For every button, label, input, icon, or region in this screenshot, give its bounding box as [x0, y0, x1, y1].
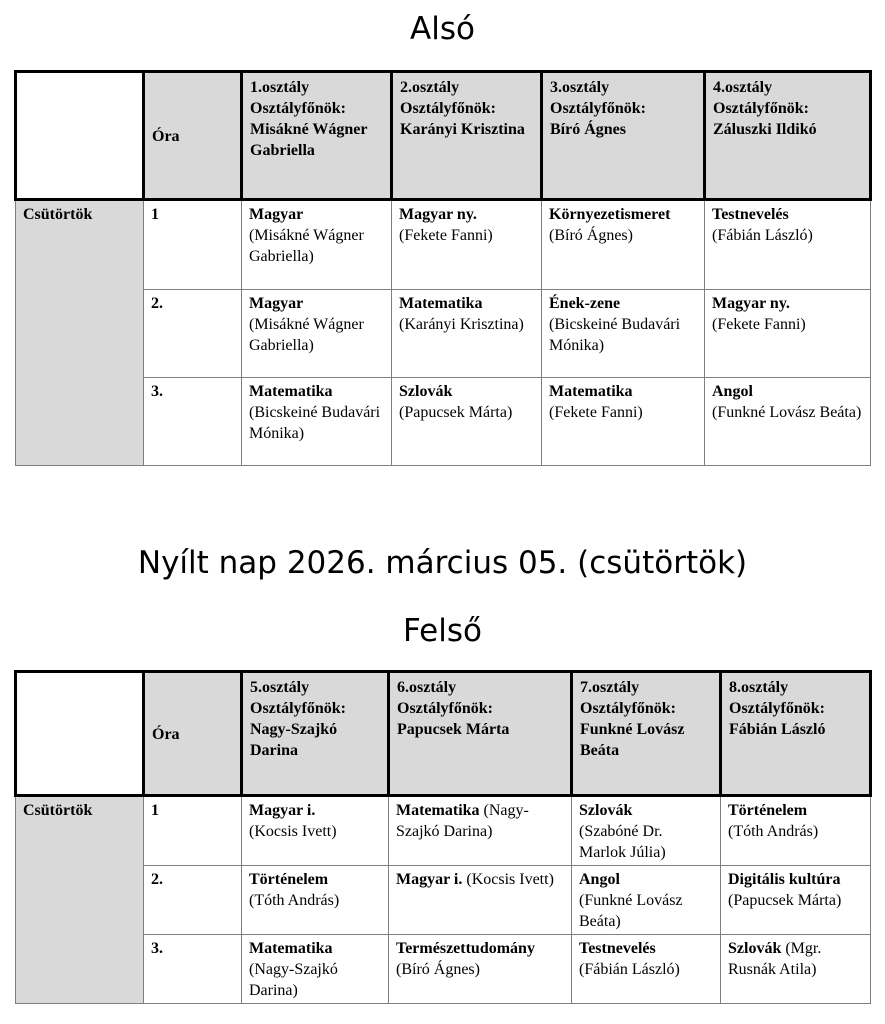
section-title-felso: Felső [403, 613, 482, 649]
class-teacher-label: Osztályfőnök: [729, 700, 825, 717]
class-name: 2.osztály [400, 79, 460, 96]
lesson-cell [242, 935, 389, 1004]
class-header-4 [705, 72, 871, 200]
lesson-cell [242, 866, 389, 935]
ora-number: 1 [144, 796, 242, 866]
lesson-cell [542, 290, 705, 378]
class-teacher-label: Osztályfőnök: [400, 100, 496, 117]
subject: Magyar [249, 295, 304, 312]
lesson-teacher: (Fábián László) [579, 961, 680, 978]
class-name: 5.osztály [250, 679, 310, 696]
class-header-7 [572, 672, 721, 796]
class-teacher: Funkné Lovász Beáta [580, 721, 685, 759]
lesson-teacher: (Bicskeiné Budavári Mónika) [249, 404, 381, 442]
lesson-teacher: (Bíró Ágnes) [549, 227, 633, 244]
lesson-cell [389, 866, 572, 935]
subject: Magyar [249, 206, 304, 223]
class-teacher-label: Osztályfőnök: [397, 700, 493, 717]
subject: Magyar i. [396, 871, 463, 888]
timetable-felso [14, 670, 872, 1004]
day-cell: Csütörtök [16, 796, 144, 1004]
class-header-1 [242, 72, 392, 200]
subject: Angol [712, 383, 753, 400]
lesson-teacher: (Tóth András) [249, 892, 340, 909]
corner-cell [16, 72, 144, 200]
class-name: 4.osztály [713, 79, 773, 96]
header-row [16, 672, 871, 796]
lesson-teacher: (Papucsek Márta) [728, 892, 842, 909]
class-teacher: Misákné Wágner Gabriella [250, 121, 368, 159]
lesson-cell [572, 796, 721, 866]
subject: Matematika [249, 940, 333, 957]
open-day-title: Nyílt nap 2026. március 05. (csütörtök) [137, 545, 748, 581]
lesson-cell [705, 290, 871, 378]
lesson-teacher: (Nagy-Szajkó Darina) [396, 802, 529, 840]
lesson-cell [572, 866, 721, 935]
lesson-teacher: (Papucsek Márta) [399, 404, 513, 421]
lesson-teacher: (Funkné Lovász Beáta) [712, 404, 862, 421]
table-row [16, 866, 871, 935]
class-teacher: Bíró Ágnes [550, 121, 626, 138]
class-teacher: Nagy-Szajkó Darina [250, 721, 338, 759]
lesson-cell [721, 796, 871, 866]
subject: Digitális kultúra [728, 871, 841, 888]
class-teacher-label: Osztályfőnök: [713, 100, 809, 117]
class-teacher: Papucsek Márta [397, 721, 510, 738]
lesson-teacher: (Bicskeiné Budavári Mónika) [549, 316, 681, 354]
ora-number: 2. [144, 290, 242, 378]
table-row [16, 796, 871, 866]
subject: Matematika [399, 295, 483, 312]
header-row [16, 72, 871, 200]
lesson-teacher: (Bíró Ágnes) [396, 961, 480, 978]
class-teacher-label: Osztályfőnök: [250, 700, 346, 717]
lesson-teacher: (Fábián László) [712, 227, 813, 244]
lesson-teacher: (Szabóné Dr. Marlok Júlia) [579, 823, 666, 861]
subject: Történelem [728, 802, 808, 819]
class-teacher-label: Osztályfőnök: [550, 100, 646, 117]
lesson-teacher: (Kocsis Ivett) [249, 823, 337, 840]
subject: Szlovák [728, 940, 782, 957]
table-row [16, 935, 871, 1004]
class-header-3 [542, 72, 705, 200]
class-name: 3.osztály [550, 79, 610, 96]
table-row [16, 378, 871, 466]
lesson-teacher: (Nagy-Szajkó Darina) [249, 961, 338, 999]
lesson-teacher: (Funkné Lovász Beáta) [579, 892, 683, 930]
lesson-cell [542, 378, 705, 466]
section-title-also: Alsó [410, 11, 475, 47]
lesson-cell [721, 935, 871, 1004]
lesson-teacher: (Karányi Krisztina) [399, 316, 524, 333]
lesson-teacher: (Mgr. Rusnák Atila) [728, 940, 822, 978]
lesson-teacher: (Fekete Fanni) [712, 316, 806, 333]
subject: Ének-zene [549, 295, 621, 312]
subject: Természettudomány [396, 940, 535, 957]
timetable-also [14, 70, 872, 466]
class-teacher: Karányi Krisztina [400, 121, 525, 138]
table-row [16, 200, 871, 290]
class-teacher: Záluszki Ildikó [713, 121, 817, 138]
subject: Magyar ny. [399, 206, 477, 223]
lesson-cell [542, 200, 705, 290]
corner-cell [16, 672, 144, 796]
class-header-6 [389, 672, 572, 796]
class-name: 7.osztály [580, 679, 640, 696]
lesson-cell [721, 866, 871, 935]
ora-number: 2. [144, 866, 242, 935]
class-teacher: Fábián László [729, 721, 826, 738]
lesson-cell [392, 378, 542, 466]
subject: Szlovák [399, 383, 453, 400]
table-row [16, 290, 871, 378]
lesson-cell [392, 200, 542, 290]
subject: Testnevelés [579, 940, 656, 957]
ora-number: 3. [144, 935, 242, 1004]
ora-header: Óra [144, 72, 242, 200]
class-header-5 [242, 672, 389, 796]
subject: Matematika [396, 802, 480, 819]
lesson-cell [242, 200, 392, 290]
subject: Matematika [249, 383, 333, 400]
class-teacher-label: Osztályfőnök: [250, 100, 346, 117]
class-header-8 [721, 672, 871, 796]
lesson-cell [242, 378, 392, 466]
lesson-teacher: (Tóth András) [728, 823, 819, 840]
day-cell: Csütörtök [16, 200, 144, 466]
subject: Szlovák [579, 802, 633, 819]
class-teacher-label: Osztályfőnök: [580, 700, 676, 717]
lesson-cell [572, 935, 721, 1004]
subject: Angol [579, 871, 620, 888]
ora-number: 1 [144, 200, 242, 290]
lesson-cell [392, 290, 542, 378]
subject: Testnevelés [712, 206, 789, 223]
subject: Matematika [549, 383, 633, 400]
ora-header: Óra [144, 672, 242, 796]
lesson-cell [705, 200, 871, 290]
lesson-cell [389, 935, 572, 1004]
subject: Magyar ny. [712, 295, 790, 312]
ora-number: 3. [144, 378, 242, 466]
lesson-cell [242, 796, 389, 866]
subject: Történelem [249, 871, 329, 888]
lesson-teacher: (Kocsis Ivett) [466, 871, 554, 888]
subject: Magyar i. [249, 802, 316, 819]
class-name: 6.osztály [397, 679, 457, 696]
lesson-teacher: (Fekete Fanni) [549, 404, 643, 421]
class-name: 1.osztály [250, 79, 310, 96]
lesson-teacher: (Fekete Fanni) [399, 227, 493, 244]
lesson-cell [705, 378, 871, 466]
class-name: 8.osztály [729, 679, 789, 696]
subject: Környezetismeret [549, 206, 671, 223]
lesson-cell [389, 796, 572, 866]
lesson-teacher: (Misákné Wágner Gabriella) [249, 316, 364, 354]
lesson-cell [242, 290, 392, 378]
lesson-teacher: (Misákné Wágner Gabriella) [249, 227, 364, 265]
class-header-2 [392, 72, 542, 200]
